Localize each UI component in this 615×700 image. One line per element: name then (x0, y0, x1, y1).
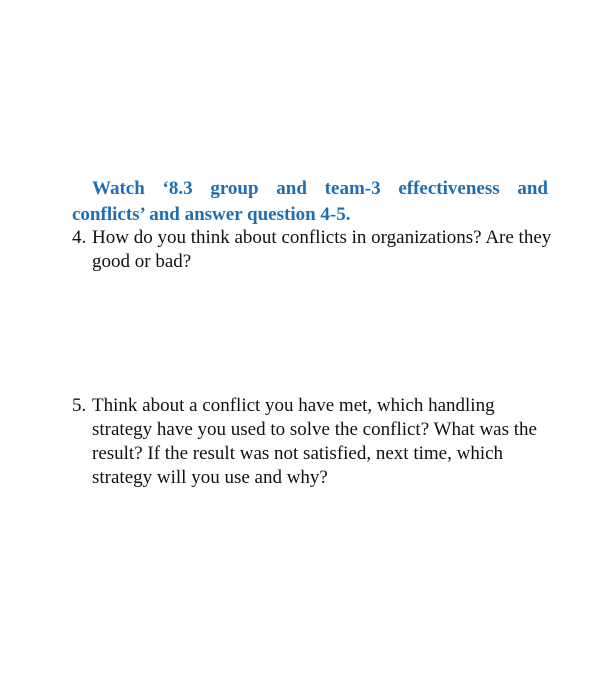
question-5 (72, 394, 552, 490)
question-number: 5. (72, 395, 87, 416)
question-4 (72, 226, 552, 274)
question-text: How do you think about conflicts in organizations? Are they good or bad? (92, 227, 552, 272)
assignment-instruction: Watch ‘8.3 group and team-3 effectiveness and conflicts’ and answer question 4-5. (72, 178, 548, 225)
question-text: Think about a conflict you have met, which handling strategy have you used to solve the conflict? What was the result? If the result was not satisfied, next time, which strategy will you use and why? (92, 395, 537, 488)
question-number: 4. (72, 227, 87, 248)
